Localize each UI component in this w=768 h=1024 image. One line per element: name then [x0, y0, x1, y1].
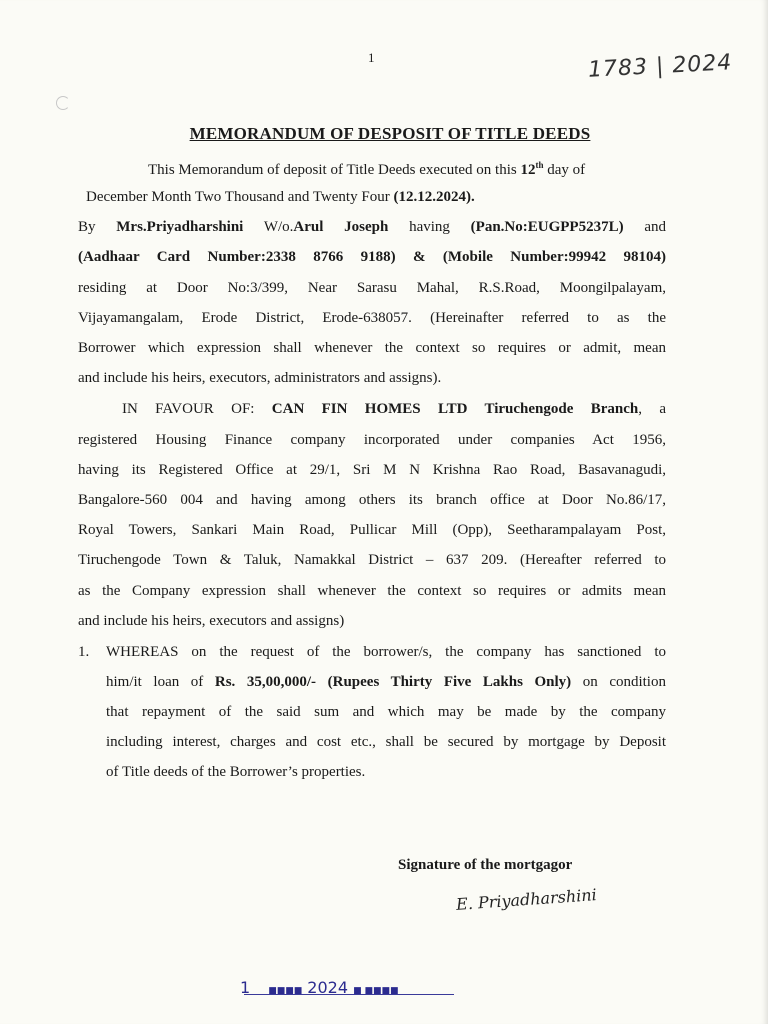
clause-1-line-4: including interest, charges and cost etc., shall be secured by mortgage by Deposit — [106, 734, 666, 750]
mortgagor-signature: E. Priyadharshini — [455, 885, 598, 914]
borrower-line-8: and include his heirs, executors, administrators and assigns). — [78, 370, 442, 386]
handwritten-reference-number: 1783 | 2024 — [587, 50, 733, 83]
borrower-address-line-1: residing at Door No:3/399, Near Sarasu Mahal, R.S.Road, Moongilpalayam, — [78, 280, 666, 296]
favour-line-2: registered Housing Finance company incorporated under companies Act 1956, — [78, 432, 666, 448]
intro-line-1: This Memorandum of deposit of Title Deeds executed on this 12th day of — [148, 160, 586, 178]
favour-line-3: having its Registered Office at 29/1, Sri M N Krishna Rao Road, Basavanagudi, — [78, 462, 666, 478]
date-stamp: 1 ■■■■ 2024 ■ ■■■■ — [240, 978, 399, 997]
borrower-line-7: Borrower which expression shall whenever the context so requires or admit, mean — [78, 340, 666, 356]
document-title: MEMORANDUM OF DESPOSIT OF TITLE DEEDS — [189, 124, 591, 143]
clause-1-line-2: him/it loan of Rs. 35,00,000/- (Rupees Thirty Five Lakhs Only) on condition — [106, 674, 666, 690]
page-number: 1 — [368, 50, 375, 65]
borrower-id-line: (Aadhaar Card Number:2338 8766 9188) & (Mobile Number:99942 98104) — [78, 249, 666, 265]
clause-1-line-1: WHEREAS on the request of the borrower/s, the company has sanctioned to — [106, 644, 666, 660]
borrower-line-1: By Mrs.Priyadharshini W/o.Arul Joseph having (Pan.No:EUGPP5237L) and — [78, 219, 666, 235]
punch-mark — [56, 96, 70, 110]
favour-line-1: IN FAVOUR OF: CAN FIN HOMES LTD Tiruchengode Branch, a — [122, 401, 666, 417]
clause-1-line-3: that repayment of the said sum and which may be made by the company — [106, 704, 666, 720]
favour-line-6: Tiruchengode Town & Taluk, Namakkal District – 637 209. (Hereafter referred to — [78, 552, 666, 568]
favour-line-7: as the Company expression shall whenever the context so requires or admits mean — [78, 583, 666, 599]
favour-line-4: Bangalore-560 004 and having among others its branch office at Door No.86/17, — [78, 492, 666, 508]
clause-1-number: 1. — [78, 644, 90, 660]
borrower-address-line-2: Vijayamangalam, Erode District, Erode-638057. (Hereinafter referred to as the — [78, 310, 666, 326]
intro-line-2: December Month Two Thousand and Twenty Four (12.12.2024). — [86, 189, 475, 205]
favour-line-5: Royal Towers, Sankari Main Road, Pullicar Mill (Opp), Seetharampalayam Post, — [78, 522, 666, 538]
clause-1-line-5: of Title deeds of the Borrower’s properties. — [106, 764, 366, 780]
signature-label: Signature of the mortgagor — [398, 857, 573, 873]
favour-line-8: and include his heirs, executors and assigns) — [78, 613, 345, 629]
